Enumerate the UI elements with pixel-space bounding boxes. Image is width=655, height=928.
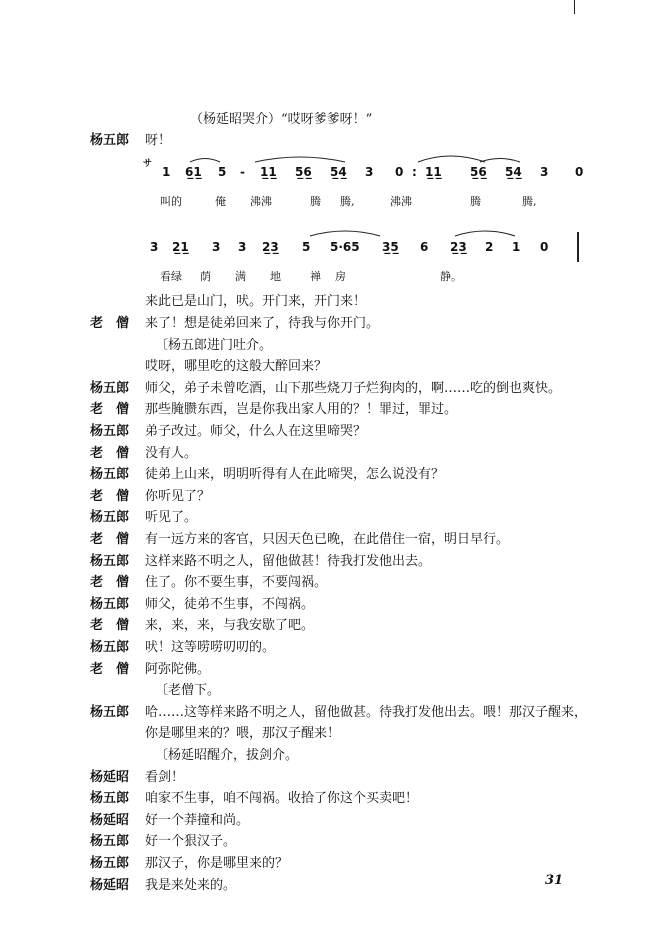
dialogue-text: 听见了。 bbox=[145, 510, 198, 525]
stage-direction: 〔杨延昭醒介，拔剑介。 bbox=[155, 748, 299, 763]
score-note: 0 bbox=[395, 165, 404, 179]
dialogue-text: 咱家不生事，咱不闯祸。收拾了你这个买卖吧！ bbox=[145, 791, 419, 806]
dialogue-text: 哎呀，哪里吃的这般大醉回来？ bbox=[145, 359, 328, 374]
speaker-label: 老 僧 bbox=[90, 446, 130, 461]
stage-direction: 〔老僧下。 bbox=[155, 683, 221, 698]
score-note: 5·65 bbox=[330, 240, 360, 254]
score-note: 5̲6̲ bbox=[470, 165, 487, 179]
slur bbox=[418, 156, 485, 162]
lyric-word: 看绿 bbox=[160, 270, 182, 283]
speaker-label: 杨五郎 bbox=[90, 856, 130, 871]
score-note: 2̲1̲ bbox=[172, 240, 189, 254]
speaker-label: 杨五郎 bbox=[90, 510, 130, 525]
score-note: 1 bbox=[512, 240, 521, 254]
slur bbox=[310, 231, 380, 236]
speaker-label: 杨五郎 bbox=[90, 554, 130, 569]
score-note: 2̲3̲ bbox=[262, 240, 279, 254]
speaker-label: 老 僧 bbox=[90, 532, 130, 547]
stage-direction: 〔杨五郎进门吐介。 bbox=[155, 338, 273, 353]
lyric-word: 地 bbox=[270, 270, 281, 283]
slur bbox=[190, 159, 220, 163]
speaker-label: 杨五郎 bbox=[90, 424, 130, 439]
lyric-word: 腾 bbox=[310, 195, 321, 208]
score-note: 3 bbox=[212, 240, 221, 254]
dialogue-text: 来，来，来，与我安歇了吧。 bbox=[145, 618, 315, 633]
score-note: 3̲5̲ bbox=[382, 240, 399, 254]
lyric-word: 禅 bbox=[310, 270, 321, 283]
dialogue-text: 来了！想是徒弟回来了，待我与你开门。 bbox=[145, 316, 380, 331]
speaker-label: 杨延昭 bbox=[90, 770, 130, 785]
dialogue-text: 有一远方来的客官，只因天色已晚，在此借住一宿，明日早行。 bbox=[145, 532, 510, 547]
speaker-label: 老 僧 bbox=[90, 662, 130, 677]
speaker-label: 老 僧 bbox=[90, 618, 130, 633]
dialogue-text: 徒弟上山来，明明听得有人在此啼哭，怎么说没有？ bbox=[145, 467, 445, 482]
dialogue-text: 那些腌臜东西，岂是你我出家人用的？！罪过，罪过。 bbox=[145, 402, 458, 417]
speaker-label: 老 僧 bbox=[90, 316, 130, 331]
lyric-word: 腾, bbox=[522, 195, 537, 208]
slur bbox=[480, 159, 520, 163]
page-number: 31 bbox=[545, 873, 564, 888]
score-note: - bbox=[240, 165, 245, 179]
dialogue-text: 看剑！ bbox=[145, 770, 185, 785]
speaker-label: 老 僧 bbox=[90, 575, 130, 590]
dialogue-text: 哈……这等样来路不明之人，留他做甚。待我打发他出去。喂！那汉子醒来， bbox=[145, 705, 588, 720]
score-note: 2 bbox=[485, 240, 494, 254]
lyric-word: 沸沸 bbox=[390, 195, 412, 208]
speaker-label: 杨延昭 bbox=[90, 878, 130, 893]
lyric-word: 腾, bbox=[340, 195, 355, 208]
score-note: 1̲1̲ bbox=[260, 165, 277, 179]
speaker-intro: 杨五郎 bbox=[90, 133, 130, 148]
score-note: : bbox=[412, 165, 417, 179]
dialogue-after-score: 来此已是山门，吠。开门来，开门来！ bbox=[145, 294, 367, 309]
stage-direction-intro: （杨延昭哭介）“哎呀爹爹呀！” bbox=[190, 112, 373, 127]
lyric-word: 房 bbox=[335, 270, 346, 283]
lyric-word: 腾 bbox=[470, 195, 481, 208]
score-note: 2̲3̲ bbox=[450, 240, 467, 254]
dialogue-text: 好一个狠汉子。 bbox=[145, 834, 237, 849]
score-note: 3 bbox=[238, 240, 247, 254]
lyric-word: 叫的 bbox=[160, 195, 182, 208]
dialogue-text: 没有人。 bbox=[145, 446, 198, 461]
score-note: 1 bbox=[162, 165, 171, 179]
dialogue-text: 师父，徒弟不生事，不闯祸。 bbox=[145, 597, 315, 612]
speaker-label: 老 僧 bbox=[90, 489, 130, 504]
dialogue-text: 弟子改过。师父，什么人在这里啼哭？ bbox=[145, 424, 367, 439]
lyric-word: 沸沸 bbox=[250, 195, 272, 208]
speaker-label: 杨五郎 bbox=[90, 597, 130, 612]
dialogue-intro: 呀！ bbox=[145, 133, 172, 148]
dialogue-text: 这样来路不明之人，留他做甚！待我打发他出去。 bbox=[145, 554, 432, 569]
score-note: 6̲1̲ bbox=[185, 165, 202, 179]
speaker-label: 杨五郎 bbox=[90, 467, 130, 482]
score-note: 5̲6̲ bbox=[295, 165, 312, 179]
dialogue-text: 我是来处来的。 bbox=[145, 878, 237, 893]
score-note: 5̲4̲ bbox=[505, 165, 522, 179]
score-note: 5 bbox=[302, 240, 311, 254]
lyric-word: 满 bbox=[235, 270, 246, 283]
dialogue-text: 师父，弟子未曾吃酒，山下那些烧刀子烂狗肉的，啊……吃的倒也爽快。 bbox=[145, 381, 562, 396]
score-note: 1̲1̲ bbox=[425, 165, 442, 179]
dialogue-text: 阿弥陀佛。 bbox=[145, 662, 211, 677]
lyric-word: 俺 bbox=[215, 195, 226, 208]
score-slurs bbox=[0, 0, 655, 300]
speaker-label: 杨五郎 bbox=[90, 640, 130, 655]
lyric-word: 荫 bbox=[200, 270, 211, 283]
speaker-label: 杨五郎 bbox=[90, 381, 130, 396]
score-note: 5 bbox=[218, 165, 227, 179]
score-note: 0 bbox=[575, 165, 584, 179]
dialogue-text: 吠！这等唠唠叨叨的。 bbox=[145, 640, 276, 655]
free-rhythm-mark: サ bbox=[143, 159, 153, 169]
score-note: 3 bbox=[365, 165, 374, 179]
speaker-label: 杨五郎 bbox=[90, 791, 130, 806]
slur bbox=[255, 157, 345, 162]
score-note: 5̲4̲ bbox=[330, 165, 347, 179]
speaker-label: 杨五郎 bbox=[90, 834, 130, 849]
score-note: 3 bbox=[150, 240, 159, 254]
speaker-label: 杨五郎 bbox=[90, 705, 130, 720]
speaker-label: 老 僧 bbox=[90, 402, 130, 417]
dialogue-text: 好一个莽撞和尚。 bbox=[145, 813, 250, 828]
slur bbox=[455, 231, 515, 236]
dialogue-text: 你是哪里来的？喂，那汉子醒来！ bbox=[145, 726, 341, 741]
dialogue-text: 那汉子，你是哪里来的？ bbox=[145, 856, 289, 871]
dialogue-text: 你听见了？ bbox=[145, 489, 211, 504]
score-note: 6 bbox=[420, 240, 429, 254]
score-note: 3 bbox=[540, 165, 549, 179]
lyric-word: 静。 bbox=[440, 270, 462, 283]
speaker-label: 杨延昭 bbox=[90, 813, 130, 828]
dialogue-text: 住了。你不要生事，不要闯祸。 bbox=[145, 575, 328, 590]
score-note: 0 bbox=[540, 240, 549, 254]
